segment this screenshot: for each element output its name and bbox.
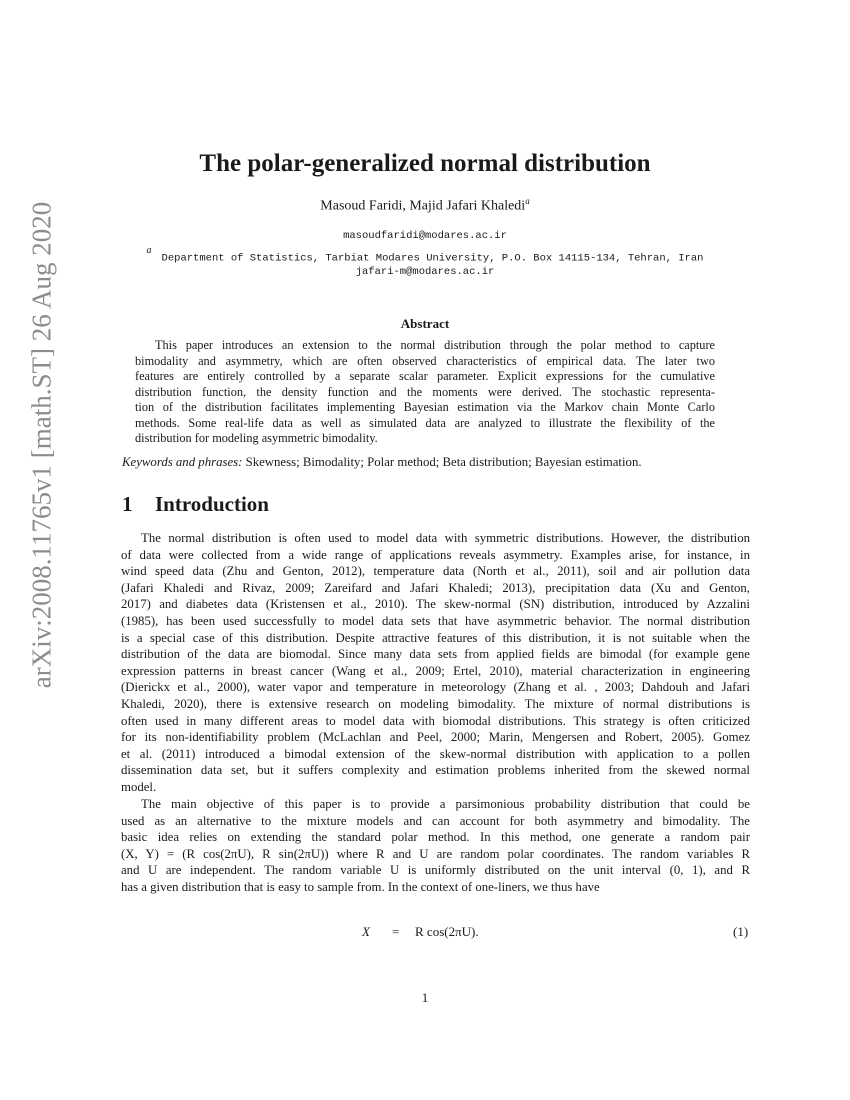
section-heading: [122, 492, 269, 517]
text-line: is a special case of this distribution. Despite attractive features of this distribution, it is not suitable when the: [121, 630, 750, 645]
keywords-text: Skewness; Bimodality; Polar method; Beta distribution; Bayesian estimation.: [242, 455, 642, 469]
keywords-label: Keywords and phrases:: [122, 455, 243, 469]
text-line: Khaledi, 2020), there is extensive research on modeling bimodality. The mixture of normal distributions is: [121, 697, 750, 711]
section-title: Introduction: [155, 492, 269, 516]
text-line: basic idea relies on extending the standard polar method. In this method, one generate a random pair: [121, 830, 750, 845]
text-line: (Dierickx et al., 2000), water vapor and temperature in meteorology (Zhang et al. , 2003; Dahdouh and Jafari: [121, 680, 750, 695]
text-line: dissemination data set, but it suffers complexity and estimation problems inherited from the skewed normal: [121, 763, 750, 778]
text-line: (X, Y) = (R cos(2πU), R sin(2πU)) where R and U are random polar coordinates. The random variables R: [121, 846, 750, 861]
text-line: distribution for modeling asymmetric bimodality.: [135, 431, 378, 445]
paper-title: The polar-generalized normal distribution: [199, 150, 651, 177]
email-faridi[interactable]: masoudfaridi@modares.ac.ir: [343, 230, 507, 242]
text-line: for its non-identifiability problem (McLachlan and Peel, 2000; Marin, Mengersen and Robert, 2005). Gomez: [121, 730, 750, 745]
abstract-heading: Abstract: [400, 316, 450, 331]
text-line: (Jafari Khaledi and Rivaz, 2009; Zareifard and Jafari Khaledi; 2013), precipitation data (Xu and Genton,: [121, 580, 750, 595]
page-number: 1: [421, 990, 429, 1005]
text-line: The main objective of this paper is to provide a parsimonious probability distribution that could be: [141, 797, 750, 811]
author-names: Masoud Faridi, Majid Jafari Khaledi: [320, 198, 526, 214]
text-line: (1985), has been used successfully to model data sets that have asymmetric behavior. The normal distribution: [121, 614, 750, 628]
email-khaledi[interactable]: jafari-m@modares.ac.ir: [355, 266, 495, 278]
keywords: [122, 455, 642, 470]
text-line: wind speed data (Zhu and Genton, 2012), temperature data (North et al., 2011), soil and air pollution data: [121, 564, 750, 579]
text-line: expression patterns in breast cancer (Wang et al., 2009; Ertel, 2010), material characterization in engineering: [121, 663, 750, 678]
text-line: The normal distribution is often used to model data with symmetric distributions. However, the distribution: [141, 531, 750, 545]
affiliation-mark: a: [525, 196, 530, 206]
equation-lhs: X: [362, 924, 370, 939]
affiliation-mark: a: [146, 245, 152, 256]
text-line: methods. Some real-life data as well as simulated data are analyzed to illustrate the flexibility of the: [135, 415, 715, 430]
text-line: distribution of the data are biomodal. Since many data sets from applied fields are bimodal (for example gene: [121, 647, 750, 662]
affiliation-text: Department of Statistics, Tarbiat Modares University, P.O. Box 14115-134, Tehran, Iran: [161, 252, 704, 265]
equation-number: (1): [733, 924, 749, 939]
text-line: used as an alternative to the mixture models and can account for both asymmetry and bimodality. The: [121, 813, 750, 828]
text-line: distribution function, the density function and the moments were derived. The stochastic representa-: [135, 384, 715, 399]
equation-equals: =: [392, 924, 400, 939]
affiliation: [0, 245, 850, 265]
text-line: This paper introduces an extension to the normal distribution through the polar method to capture: [155, 338, 715, 352]
section-number: 1: [122, 492, 133, 516]
text-line: of data were collected from a wide range of applications reveals asymmetry. Examples arise, for instance, in: [121, 547, 750, 562]
text-line: et al. (2011) introduced a bimodal extension of the skew-normal distribution with application to a pollen: [121, 746, 750, 761]
text-line: features are entirely controlled by a separate scalar parameter. Explicit expressions for the cumulative: [135, 369, 715, 383]
text-line: and U are independent. The random variable U is uniformly distributed on the unit interval (0, 1), and R: [121, 863, 750, 878]
text-line: often used in many different areas to model data with biomodal distributions. This strategy is often criticized: [121, 713, 750, 728]
text-line: 2017) and diabetes data (Kristensen et al., 2010). The skew-normal (SN) distribution, introduced by Azzalini: [121, 597, 750, 612]
text-line: tion of the distribution facilitates implementing Bayesian estimation via the Markov chain Monte Carlo: [135, 400, 715, 414]
arxiv-stamp: arXiv:2008.11765v1 [math.ST] 26 Aug 2020: [26, 201, 57, 689]
text-line: has a given distribution that is easy to sample from. In the context of one-liners, we thus have: [121, 880, 600, 894]
text-line: model.: [121, 780, 157, 794]
equation-rhs: R cos(2πU).: [415, 924, 479, 939]
text-line: bimodality and asymmetry, which are often observed characteristics of empirical data. The later two: [135, 353, 715, 368]
authors: [0, 196, 850, 215]
